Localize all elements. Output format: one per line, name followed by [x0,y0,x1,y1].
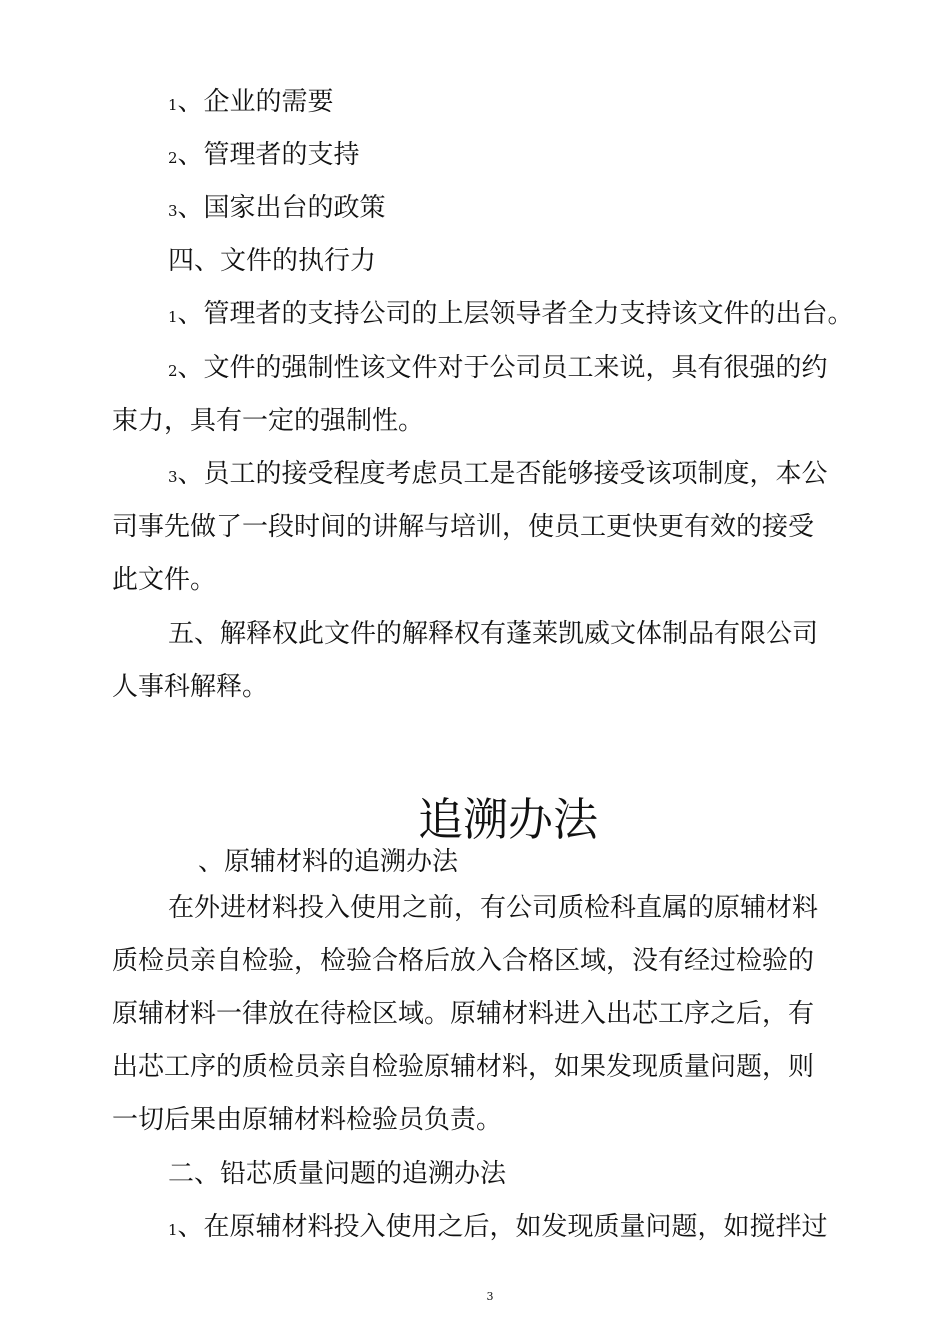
text-line: 司事先做了一段时间的讲解与培训，使员工更快更有效的接受 [112,512,815,542]
text-line: 一切后果由原辅材料检验员负责。 [112,1105,503,1135]
text-line: 出芯工序的质检员亲自检验原辅材料，如果发现质量问题，则 [112,1052,815,1082]
list-item-4-2: 2、文件的强制性该文件对于公司员工来说，具有很强的约 [168,353,828,383]
text-line: 在外进材料投入使用之前，有公司质检科直属的原辅材料 [168,893,819,923]
section-heading-2: 二、铅芯质量问题的追溯办法 [168,1159,507,1189]
list-item-2: 2、管理者的支持 [168,140,360,170]
page-title: 追溯办法 [417,793,598,846]
list-item-2-1: 1、在原辅材料投入使用之后，如发现质量问题，如搅拌过 [168,1212,828,1242]
text-line: 质检员亲自检验，检验合格后放入合格区域，没有经过检验的 [112,946,815,976]
list-item-4-3: 3、员工的接受程度考虑员工是否能够接受该项制度，本公 [168,459,828,489]
list-item-3: 3、国家出台的政策 [168,193,386,223]
subsection-heading: 、原辅材料的追溯办法 [198,847,459,877]
page-number: 3 [486,1290,494,1303]
text-line: 此文件。 [112,565,217,595]
text-line: 原辅材料一律放在待检区域。原辅材料进入出芯工序之后，有 [112,999,815,1029]
section-heading-5: 五、解释权此文件的解释权有蓬莱凯威文体制品有限公司 [168,619,819,649]
section-heading-4: 四、文件的执行力 [168,246,377,276]
list-item-4-1: 1、管理者的支持公司的上层领导者全力支持该文件的出台。 [168,299,854,329]
list-item-1: 1、企业的需要 [168,87,334,117]
text-line: 束力，具有一定的强制性。 [112,406,425,436]
text-line: 人事科解释。 [112,672,269,702]
